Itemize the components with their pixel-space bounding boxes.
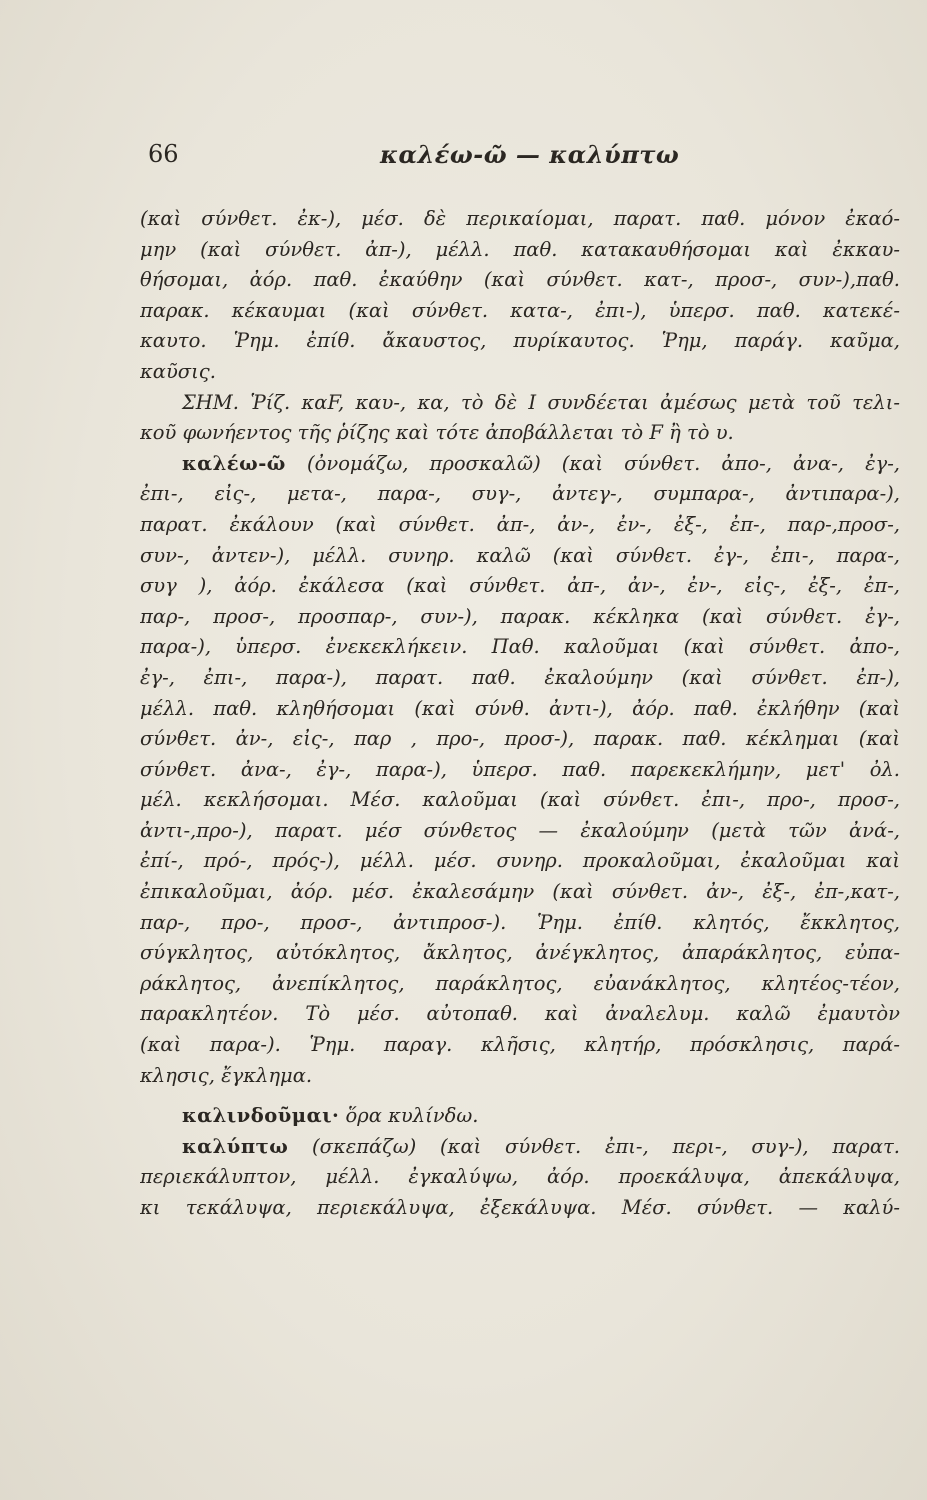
text-line: μην (καὶ σύνθετ. ἀπ-), μέλλ. παθ. κατακαυθήσομαι καὶ ἐκκαυ- <box>140 237 900 261</box>
note-line: κοῦ φωνήεντος τῆς ῥίζης καὶ τότε ἀποβάλλεται τὸ F ἢ τὸ υ. <box>140 421 734 445</box>
text-line: καυτο. Ῥημ. ἐπίθ. ἄκαυστος, πυρίκαυτος. Ῥημ, παράγ. καῦμα, <box>140 329 900 353</box>
text-span: (σκεπάζω) (καὶ σύνθετ. ἐπι-, περι-, συγ-), παρατ. <box>288 1134 900 1158</box>
text-line: θήσομαι, ἀόρ. παθ. ἐκαύθην (καὶ σύνθετ. κατ-, προσ-, συν-),παθ. <box>140 268 900 292</box>
headword: καλέω-ῶ <box>182 451 286 475</box>
text-line: κι τεκάλυψα, περιεκάλυψα, ἐξεκάλυψα. Μέσ. σύνθετ. — καλύ- <box>140 1196 900 1219</box>
text-line: συν-, ἀντεν-), μέλλ. συνηρ. καλῶ (καὶ σύνθετ. ἐγ-, ἐπι-, παρα-, <box>140 543 900 567</box>
text-line: (καὶ σύνθετ. ἐκ-), μέσ. δὲ περικαίομαι, παρατ. παθ. μόνον ἐκαό- <box>140 207 900 230</box>
headword: καλινδοῦμαι· <box>182 1104 340 1128</box>
text-line: κλησις, ἔγκλημα. <box>140 1063 313 1087</box>
spacer <box>140 1091 900 1101</box>
text-line: παρα-), ὑπερσ. ἐνεκεκλήκειν. Παθ. καλοῦμαι (καὶ σύνθετ. ἀπο-, <box>140 635 900 659</box>
dictionary-body <box>140 204 900 1224</box>
text-line: μέλ. κεκλήσομαι. Μέσ. καλοῦμαι (καὶ σύνθετ. ἐπι-, προ-, προσ-, <box>140 788 900 812</box>
entry-kalindoumai <box>140 1101 900 1132</box>
text-line: παρατ. ἐκάλουν (καὶ σύνθετ. ἀπ-, ἀν-, ἐν-, ἐξ-, ἐπ-, παρ-,προσ-, <box>140 512 900 536</box>
entry-note <box>140 388 900 449</box>
text-line: παρακλητέον. Τὸ μέσ. αὐτοπαθ. καὶ ἀναλελυμ. καλῶ ἐμαυτὸν <box>140 1002 900 1026</box>
text-line: σύνθετ. ἀνα-, ἐγ-, παρα-), ὑπερσ. παθ. παρεκεκλήμην, μετ' ὀλ. <box>140 757 900 781</box>
text-line: ἐγ-, ἐπι-, παρα-), παρατ. παθ. ἐκαλούμην (καὶ σύνθετ. ἐπ-), <box>140 665 900 689</box>
text-line: ἐπί-, πρό-, πρός-), μέλλ. μέσ. συνηρ. προκαλοῦμαι, ἐκαλοῦμαι καὶ <box>140 849 900 873</box>
text-line: καῦσις. <box>140 359 216 383</box>
note-line: ΣΗΜ. Ῥίζ. καF, καυ-, κα, τὸ δὲ Ι συνδέεται ἀμέσως μετὰ τοῦ τελι- <box>182 390 900 414</box>
entry-continuation <box>140 204 900 388</box>
text-line: περιεκάλυπτον, μέλλ. ἐγκαλύψω, ἀόρ. προεκάλυψα, ἀπεκάλυψα, <box>140 1165 900 1189</box>
text-line: σύνθετ. ἀν-, εἰς-, παρ , προ-, προσ-), παρακ. παθ. κέκλημαι (καὶ <box>140 727 900 751</box>
text-line: παρ-, προ-, προσ-, ἀντιπροσ-). Ῥημ. ἐπίθ. κλητός, ἔκκλητος, <box>140 910 900 934</box>
text-line: παρακ. κέκαυμαι (καὶ σύνθετ. κατα-, ἐπι-), ὑπερσ. παθ. κατεκέ- <box>140 298 900 322</box>
entry-kalypto <box>140 1132 900 1224</box>
text-span: ὅρα κυλίνδω. <box>339 1104 479 1128</box>
entry-first-line <box>140 449 900 480</box>
text-line: μέλλ. παθ. κληθήσομαι (καὶ σύνθ. ἀντι-), ἀόρ. παθ. ἐκλήθην (καὶ <box>140 696 900 720</box>
text-line: σύγκλητος, αὐτόκλητος, ἄκλητος, ἀνέγκλητος, ἀπαράκλητος, εὐπα- <box>140 941 900 965</box>
headword: καλύπτω <box>182 1134 289 1158</box>
text-line: ἐπι-, εἰς-, μετα-, παρα-, συγ-, ἀντεγ-, συμπαρα-, ἀντιπαρα-), <box>140 482 900 506</box>
text-line: ἀντι-,προ-), παρατ. μέσ σύνθετος — ἐκαλούμην (μετὰ τῶν ἀνά-, <box>140 818 900 842</box>
text-line: παρ-, προσ-, προσπαρ-, συν-), παρακ. κέκληκα (καὶ σύνθετ. ἐγ-, <box>140 604 900 628</box>
entry-kaleo <box>140 449 900 1091</box>
text-line: (καὶ παρα-). Ῥημ. παραγ. κλῆσις, κλητήρ, πρόσκλησις, παρά- <box>140 1033 900 1057</box>
page-header <box>148 140 708 180</box>
text-line: συγ ), ἀόρ. ἐκάλεσα (καὶ σύνθετ. ἀπ-, ἀν-, ἐν-, εἰς-, ἐξ-, ἐπ-, <box>140 574 900 598</box>
entry-first-line <box>140 1101 900 1132</box>
running-head: καλέω-ῶ — καλύπτω <box>380 140 680 169</box>
text-span: (ὀνομάζω, προσκαλῶ) (καὶ σύνθετ. ἀπο-, ἀνα-, ἐγ-, <box>285 451 900 475</box>
page-number: 66 <box>148 140 179 168</box>
entry-first-line <box>140 1132 900 1163</box>
text-line: ράκλητος, ἀνεπίκλητος, παράκλητος, εὐανάκλητος, κλητέος-τέον, <box>140 971 900 995</box>
text-line: ἐπικαλοῦμαι, ἀόρ. μέσ. ἐκαλεσάμην (καὶ σύνθετ. ἀν-, ἐξ-, ἐπ-,κατ-, <box>140 880 900 904</box>
